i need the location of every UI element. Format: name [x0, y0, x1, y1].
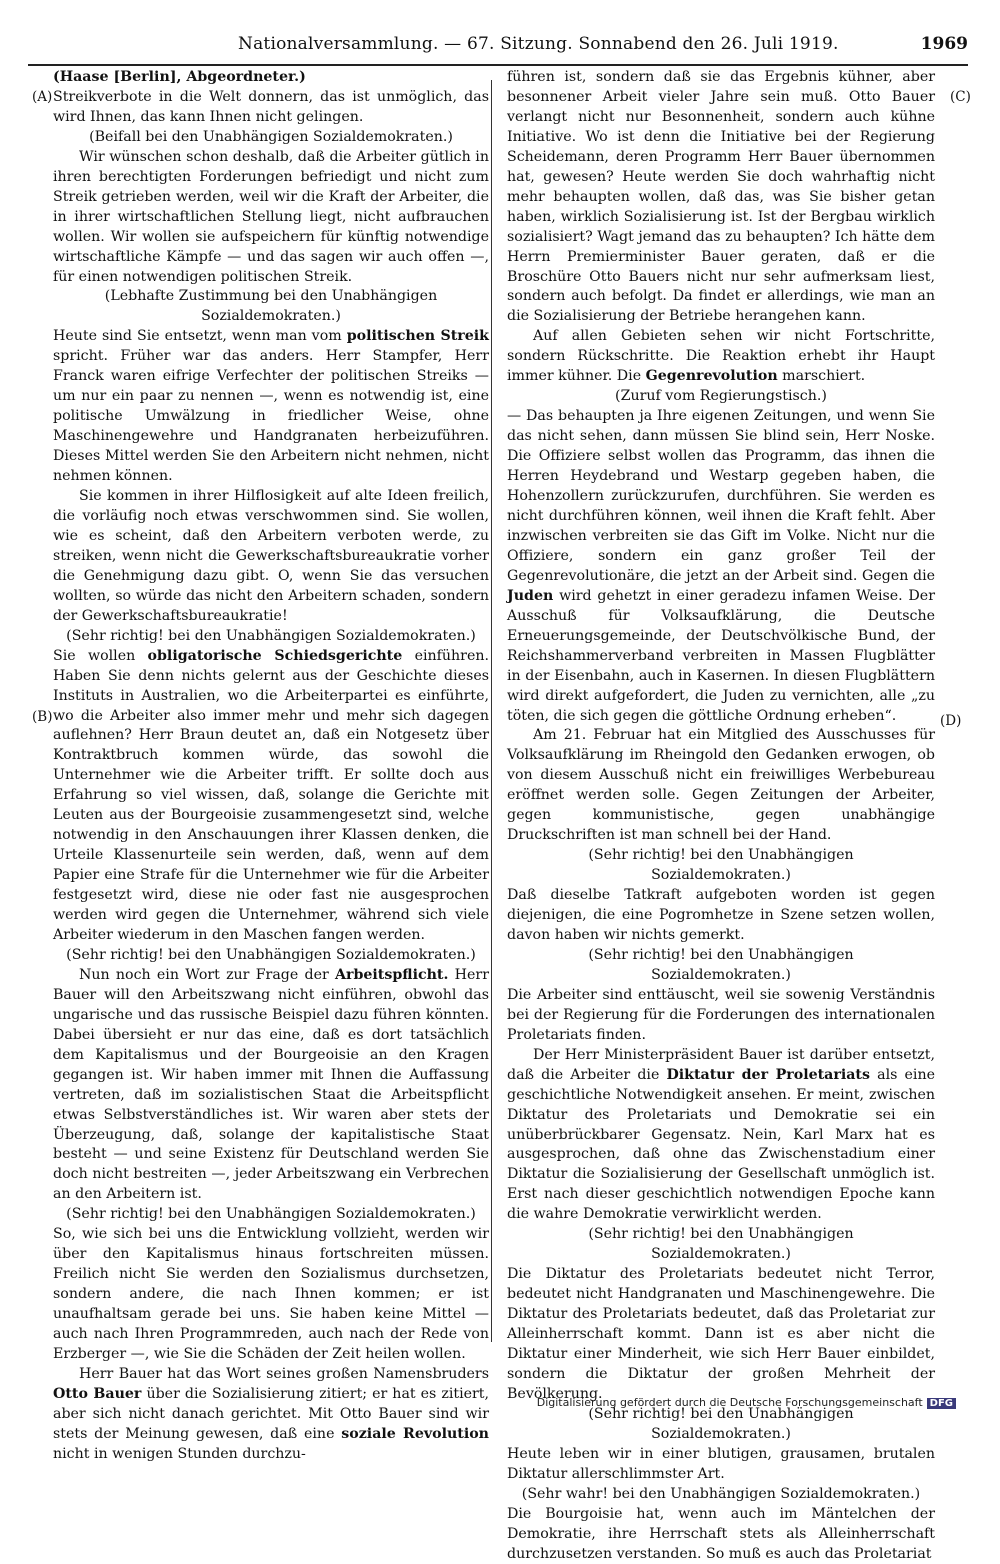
- text-run: Sie wollen: [53, 647, 136, 664]
- emphasis: Diktatur der Proletariats: [666, 1066, 870, 1083]
- paragraph: Die Arbeiter sind enttäuscht, weil sie sowenig Verständnis bei der Regierung für die Forderungen des internationalen Proletariats finden.: [507, 986, 935, 1043]
- margin-marker-d: (D): [940, 713, 962, 729]
- interjection: (Beifall bei den Unabhängigen Sozialdemokraten.): [89, 128, 453, 145]
- paragraph: [53, 966, 489, 1205]
- dfg-logo: DFG: [927, 1398, 956, 1409]
- text-run: Herr Bauer hat das Wort seines großen Namensbruders: [79, 1365, 489, 1382]
- paragraph: [507, 327, 935, 387]
- text-run: — Das behaupten ja Ihre eigenen Zeitungen, und wenn Sie das nicht sehen, dann müssen Sie blind sein, Herr Noske. Die Offiziere selbst wollen das Programm, das ihnen die Herren Heydebrand und Westarp gegeben haben, die Hohenzollern zurückzurufen, durchführen. Sie werden es nicht durchführen können, weil ihnen die Kraft fehlt. Aber inzwischen verbreiten sie das Gift im Volke. Nicht nur die Offiziere, sondern ein ganz großer Teil der Gegenrevolutionäre, die jetzt an der Arbeit sind. Gegen die: [507, 408, 935, 584]
- text-run: über die Sozialisierung zitiert; er hat es zitiert, aber sich nicht danach gerichtet. Mit Otto Bauer sind wir stets der Meinung gewesen, daß eine: [53, 1385, 489, 1442]
- paragraph: [53, 647, 489, 946]
- emphasis: obligatorische Schiedsgerichte: [147, 647, 403, 664]
- paragraph: Heute leben wir in einer blutigen, grausamen, brutalen Diktatur allerschlimmster Art.: [507, 1445, 935, 1482]
- interjection: (Sehr richtig! bei den Unabhängigen Sozialdemokraten.): [588, 1226, 854, 1263]
- text-run: Auf allen Gebieten sehen wir nicht Fortschritte, sondern Rückschritte. Die Reaktion erhebt ihr Haupt immer kühner. Die: [507, 328, 935, 385]
- paragraph: Die Bourgoisie hat, wenn auch im Mäntelchen der Demokratie, ihre Herrschaft stets als Alleinherrschaft durchzusetzen verstanden. So muß es auch das Proletariat: [507, 1505, 935, 1562]
- interjection: (Sehr wahr! bei den Unabhängigen Sozialdemokraten.): [521, 1485, 921, 1502]
- paragraph: [53, 327, 489, 487]
- paragraph: Daß dieselbe Tatkraft aufgeboten worden ist gegen diejenigen, die eine Pogromhetze in Szene setzen wollen, davon haben wir nichts gemerkt.: [507, 887, 935, 943]
- text-run: wird gehetzt in einer geradezu infamen Weise. Der Ausschuß für Volksaufklärung, die Deutsche Erneuerungsgemeinde, der Deutschvölkische Bund, der Reichshammerverband verbreiten in Massen Flugblätter in der Eisenbahn, auch in Kasernen. In diesen Flugblättern wird direkt aufgefordert, die Juden zu vernichten, alle „zu töten, die sich gegen die göttliche Ordnung erheben“.: [507, 587, 935, 724]
- interjection: (Sehr richtig! bei den Unabhängigen Sozialdemokraten.): [588, 847, 854, 884]
- margin-marker-c: (C): [950, 89, 971, 105]
- paragraph: Sie kommen in ihrer Hilflosigkeit auf alte Ideen freilich, die vorläufig noch etwas verschwommen sind. Sie wollen, wie es scheint, daß den Arbeitern verboten werde, zu streiken, wenn nicht die Gewerkschaftsbureaukratie vorher die Genehmigung dazu gibt. O, wenn Sie das versuchen wollten, so würde das nicht den Arbeitern schaden, sondern der Gewerkschaftsbureaukratie!: [53, 488, 489, 624]
- running-title: Nationalversammlung. — 67. Sitzung. Sonnabend den 26. Juli 1919.: [238, 34, 839, 54]
- text-run: nicht in wenigen Stunden durchzu-: [53, 1445, 306, 1462]
- paragraph: führen ist, sondern daß sie das Ergebnis kühner, aber besonnener Arbeit vieler Jahre sein muß. Otto Bauer verlangt nicht nur Besonnenheit, sondern auch kühne Initiative. Wo ist denn die Initiative bei der Regierung Scheidemann, deren Programm Herr Bauer übernommen hat, gewesen? Heute werden Sie doch wahrhaftig nicht mehr behaupten wollen, daß das, was Sie bisher getan haben, wirklich Sozialisierung ist. Ist der Bergbau wirklich sozialisiert? Wagt jemand das zu behaupten? Ich hätte dem Herrn Premierminister Bauer geraten, daß er die Broschüre Otto Bauers nicht nur sehr aufmerksam liest, sondern auch befolgt. Da findet er allerdings, wie man an die Sozialisierung der Betriebe herangehen kann.: [507, 69, 935, 325]
- paragraph: Wir wünschen schon deshalb, daß die Arbeiter gütlich in ihren berechtigten Forderungen befriedigt und nicht zum Streik getrieben werden, weil wir die Kraft der Arbeiter, die in ihrer wirtschaftlichen Stellung liegt, nicht aufbrauchen wollen. Wir wollen sie aufspeichern für künftig notwendige wirtschaftliche Kämpfe — und das sagen wir auch offen —, für einen notwendigen politischen Streik.: [53, 148, 489, 285]
- emphasis: soziale Revolution: [341, 1425, 489, 1442]
- paragraph: Streikverbote in die Welt donnern, das ist unmöglich, das wird Ihnen, das kann Ihnen nicht gelingen.: [53, 88, 489, 125]
- emphasis: Gegenrevolution: [645, 368, 778, 385]
- text-run: einführen. Haben Sie denn nichts gelernt aus der Geschichte dieses Instituts in Australien, wo die Arbeiterpartei es einführte, wo die Arbeiter also immer mehr und mehr sich dagegen auflehnen? Herr Braun deutet an, daß ein Notgesetz über Kontraktbruch kommen würde, das sowohl die Unternehmer wie die Arbeiter trifft. Er sollte doch aus Erfahrung so viel wissen, daß, solange die Gerichte mit Leuten aus der Bourgeoisie zusammengesetzt sind, welche notwendig in den Anschauungen ihrer Klassen denken, die Urteile Klassenurteile sein werden, daß, wenn auf dem Papier eine Strafe für die Unternehmer wie für die Arbeiter festgesetzt wird, diese nie oder fast nie ausgesprochen werden wird gegen die Unternehmer, während sich viele Arbeiter wiederum in den Maschen fangen werden.: [53, 647, 489, 943]
- interjection: (Sehr richtig! bei den Unabhängigen Sozialdemokraten.): [66, 1206, 476, 1223]
- text-run: marschiert.: [782, 368, 866, 385]
- digitization-credit: [537, 1396, 956, 1409]
- speaker-line: (Haase [Berlin], Abgeordneter.): [53, 69, 306, 85]
- left-column: [53, 68, 489, 1465]
- emphasis: politischen Streik: [346, 328, 489, 345]
- text-run: Herr Bauer will den Arbeitszwang nicht einführen, obwohl das ungarische und das russische Beispiel dazu führen könnten. Dabei übersieht er nur das eine, daß es dort tatsächlich dem Kapitalismus und der Bourgeoisie an den Kragen gegangen ist. Wir haben immer mit Ihnen die Auffassung vertreten, daß im sozialistischen Staat die Arbeitspflicht etwas Selbstverständliches ist. Wir waren aber stets der Überzeugung, daß, solange der kapitalistische Staat besteht — und seine Existenz für Deutschland werden Sie doch nicht bestreiten —, jeder Arbeitszwang ein Verbrechen an den Arbeitern ist.: [53, 966, 489, 1203]
- text-run: Nun noch ein Wort zur Frage der: [79, 966, 329, 983]
- interjection: (Lebhafte Zustimmung bei den Unabhängigen Sozialdemokraten.): [104, 288, 438, 325]
- emphasis: Otto Bauer: [53, 1385, 142, 1402]
- text-run: Heute sind Sie entsetzt, wenn man vom: [53, 328, 342, 345]
- interjection: (Sehr richtig! bei den Unabhängigen Sozialdemokraten.): [66, 946, 476, 963]
- interjection: (Sehr richtig! bei den Unabhängigen Sozialdemokraten.): [588, 1405, 854, 1442]
- interjection: (Zuruf vom Regierungstisch.): [615, 388, 827, 405]
- interjection: (Sehr richtig! bei den Unabhängigen Sozialdemokraten.): [588, 946, 854, 983]
- paragraph: [507, 1046, 935, 1226]
- credit-text: Digitalisierung gefördert durch die Deutsche Forschungsgemeinschaft: [536, 1396, 923, 1409]
- margin-marker-b: (B): [32, 709, 53, 725]
- emphasis: Arbeitspflicht.: [334, 966, 449, 983]
- column-divider: [491, 80, 492, 1342]
- text-run: spricht. Früher war das anders. Herr Stampfer, Herr Franck waren eifrige Verfechter der politischen Streiks — um nur ein paar zu nennen —, wenn es notwendig ist, eine politische Umwälzung in friedlicher Weise, ohne Maschinengewehre und Handgranaten herbeizuführen. Dieses Mittel werden Sie den Arbeitern nicht nehmen, nicht nehmen können.: [53, 348, 489, 485]
- paragraph: [53, 1365, 489, 1465]
- paragraph: Die Diktatur des Proletariats bedeutet nicht Terror, bedeutet nicht Handgranaten und Maschinengewehre. Die Diktatur des Proletariats bedeutet, daß das Proletariat zur Alleinherrschaft kommt. Dann ist es aber nicht die Diktatur einer Minderheit, wie sich Herr Bauer einbildet, sondern die Diktatur der großen Mehrheit der Bevölkerung.: [507, 1266, 935, 1402]
- page-number: 1969: [920, 34, 968, 54]
- page-header: [28, 34, 968, 66]
- text-run: als eine geschichtliche Notwendigkeit ansehen. Er meint, zwischen Diktatur des Proletariats und Demokratie sei ein unüberbrückbarer Gegensatz. Nein, Karl Marx hat es ausgesprochen, daß ohne das Zwischenstadium einer Diktatur die Sozialisierung der Gesellschaft unmöglich ist. Erst nach dieser geschichtlich notwendigen Epoche kann die wahre Demokratie verwirklicht werden.: [507, 1066, 935, 1223]
- emphasis: Juden: [507, 587, 554, 604]
- paragraph: So, wie sich bei uns die Entwicklung vollzieht, werden wir über den Kapitalismus hinaus fortschreiten müssen. Freilich nicht Sie werden den Sozialismus durchsetzen, sondern andere, die nach Ihnen kommen; er ist unaufhaltsam gerade bei uns. Sie haben keine Mittel — auch nach Ihren Programmreden, auch nach der Rede von Erzberger —, wie Sie die Schäden der Zeit heilen wollen.: [53, 1226, 489, 1362]
- margin-marker-a: (A): [32, 89, 53, 105]
- paragraph: Am 21. Februar hat ein Mitglied des Ausschusses für Volksaufklärung im Rheingold den Gedanken erwogen, ob von diesem Ausschuß nicht ein freiwilliges Werbebureau eröffnet werden solle. Gegen Zeitungen der Arbeiter, gegen kommunistische, gegen unabhängige Druckschriften ist man schnell bei der Hand.: [507, 727, 935, 844]
- text-run: Der Herr Ministerpräsident Bauer ist darüber entsetzt, daß die Arbeiter die: [507, 1046, 935, 1083]
- paragraph: [507, 407, 935, 726]
- right-column: [507, 68, 935, 1564]
- interjection: (Sehr richtig! bei den Unabhängigen Sozialdemokraten.): [66, 627, 476, 644]
